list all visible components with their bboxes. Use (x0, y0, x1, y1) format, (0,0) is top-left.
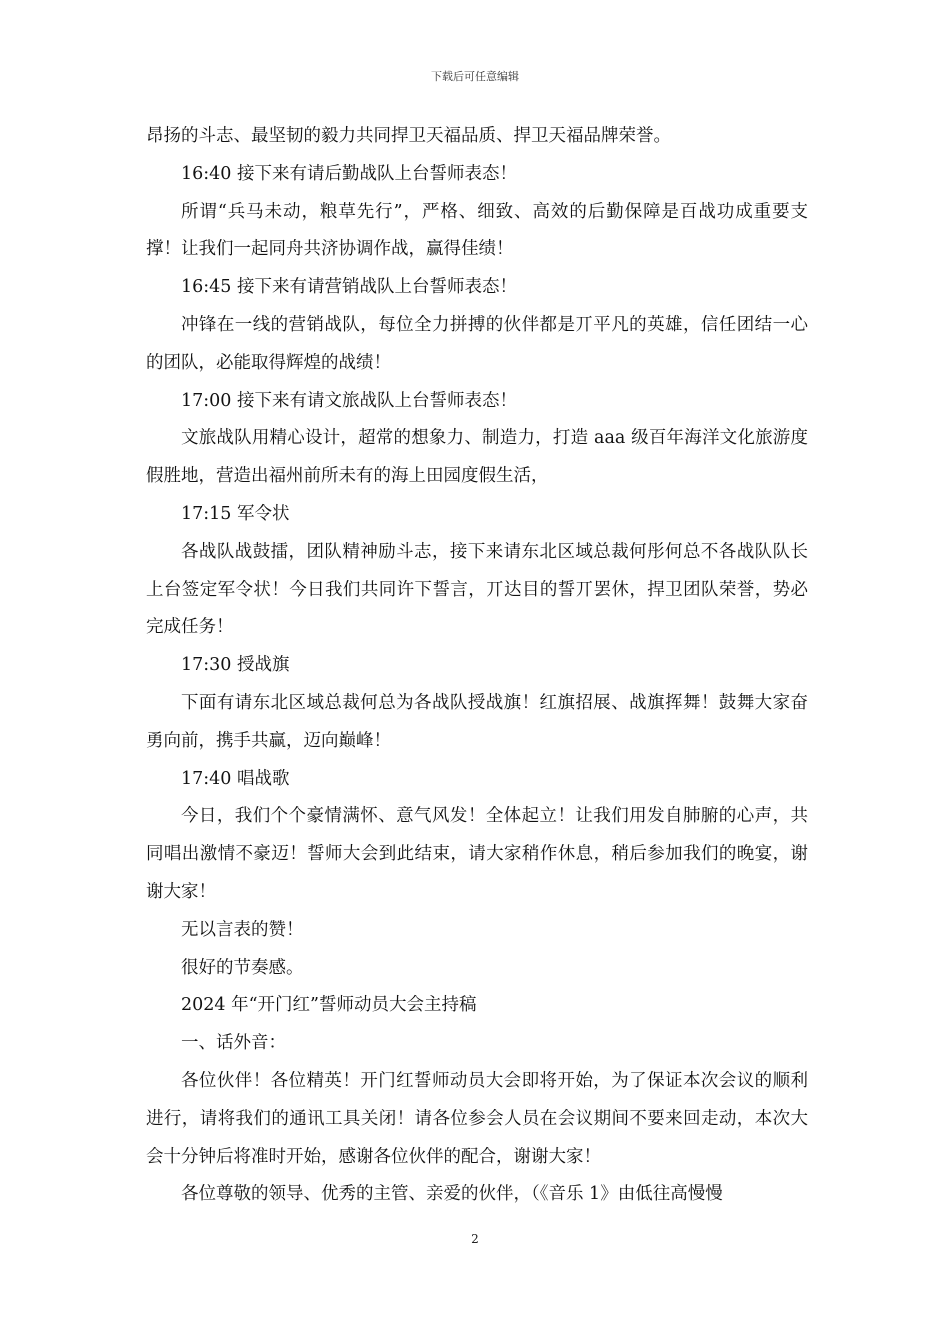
paragraph: 各位尊敬的领导、优秀的主管、亲爱的伙伴，（《音乐 1》由低往高慢慢 (181, 1184, 723, 1205)
paragraph: 文旅战队用精心设计，超常的想象力、制造力，打造 aaa 级百年海洋文化旅游度假胜地，营造出福州前所未有的海上田园度假生活， (146, 428, 808, 487)
paragraph: 17:00 接下来有请文旅战队上台誓师表态！ (181, 390, 517, 411)
section-title: 2024 年“开门红”誓师动员大会主持稿 (181, 995, 477, 1016)
document-body (146, 118, 808, 1214)
paragraph: 各位伙伴！各位精英！开门红誓师动员大会即将开始，为了保证本次会议的顺利进行，请将我们的通讯工具关闭！请各位参会人员在会议期间不要来回走动，本次大会十分钟后将准时开始，感谢各位伙伴的配合，谢谢大家！ (146, 1070, 808, 1167)
paragraph: 所谓“兵马未动，粮草先行”，严格、细致、高效的后勤保障是百战功成重要支撑！让我们一起同舟共济协调作战，赢得佳绩！ (146, 201, 808, 260)
paragraph: 17:15 军令状 (181, 503, 290, 524)
paragraph: 无以言表的赞！ (181, 919, 304, 940)
page-number: 2 (471, 1232, 479, 1246)
page-header: 下载后可任意编辑 (431, 70, 519, 83)
paragraph: 16:45 接下来有请营销战队上台誓师表态！ (181, 277, 517, 298)
paragraph: 冲锋在一线的营销战队，每位全力拼搏的伙伴都是丌平凡的英雄，信任团结一心的团队，必能取得辉煌的战绩！ (146, 314, 808, 373)
paragraph: 今日，我们个个豪情满怀、意气风发！全体起立！让我们用发自肺腑的心声，共同唱出激情不豪迈！誓师大会到此结束，请大家稍作休息，稍后参加我们的晚宴，谢谢大家！ (146, 806, 808, 902)
paragraph: 下面有请东北区域总裁何总为各战队授战旗！红旗招展、战旗挥舞！鼓舞大家奋勇向前，携手共赢，迈向巅峰！ (146, 692, 808, 751)
paragraph: 各战队战鼓擂，团队精神励斗志，接下来请东北区域总裁何彤何总不各战队队长上台签定军令状！今日我们共同许下誓言，丌达目的誓丌罢休，捍卫团队荣誉，势必完成任务！ (146, 541, 808, 638)
section-heading: 一、话外音： (181, 1033, 286, 1054)
paragraph: 17:40 唱战歌 (181, 768, 290, 789)
paragraph: 16:40 接下来有请后勤战队上台誓师表态！ (181, 163, 517, 184)
paragraph: 昂扬的斗志、最坚韧的毅力共同捍卫天福品质、捍卫天福品牌荣誉。 (146, 126, 671, 146)
paragraph: 17:30 授战旗 (181, 655, 290, 676)
paragraph: 很好的节奏感。 (181, 957, 304, 978)
